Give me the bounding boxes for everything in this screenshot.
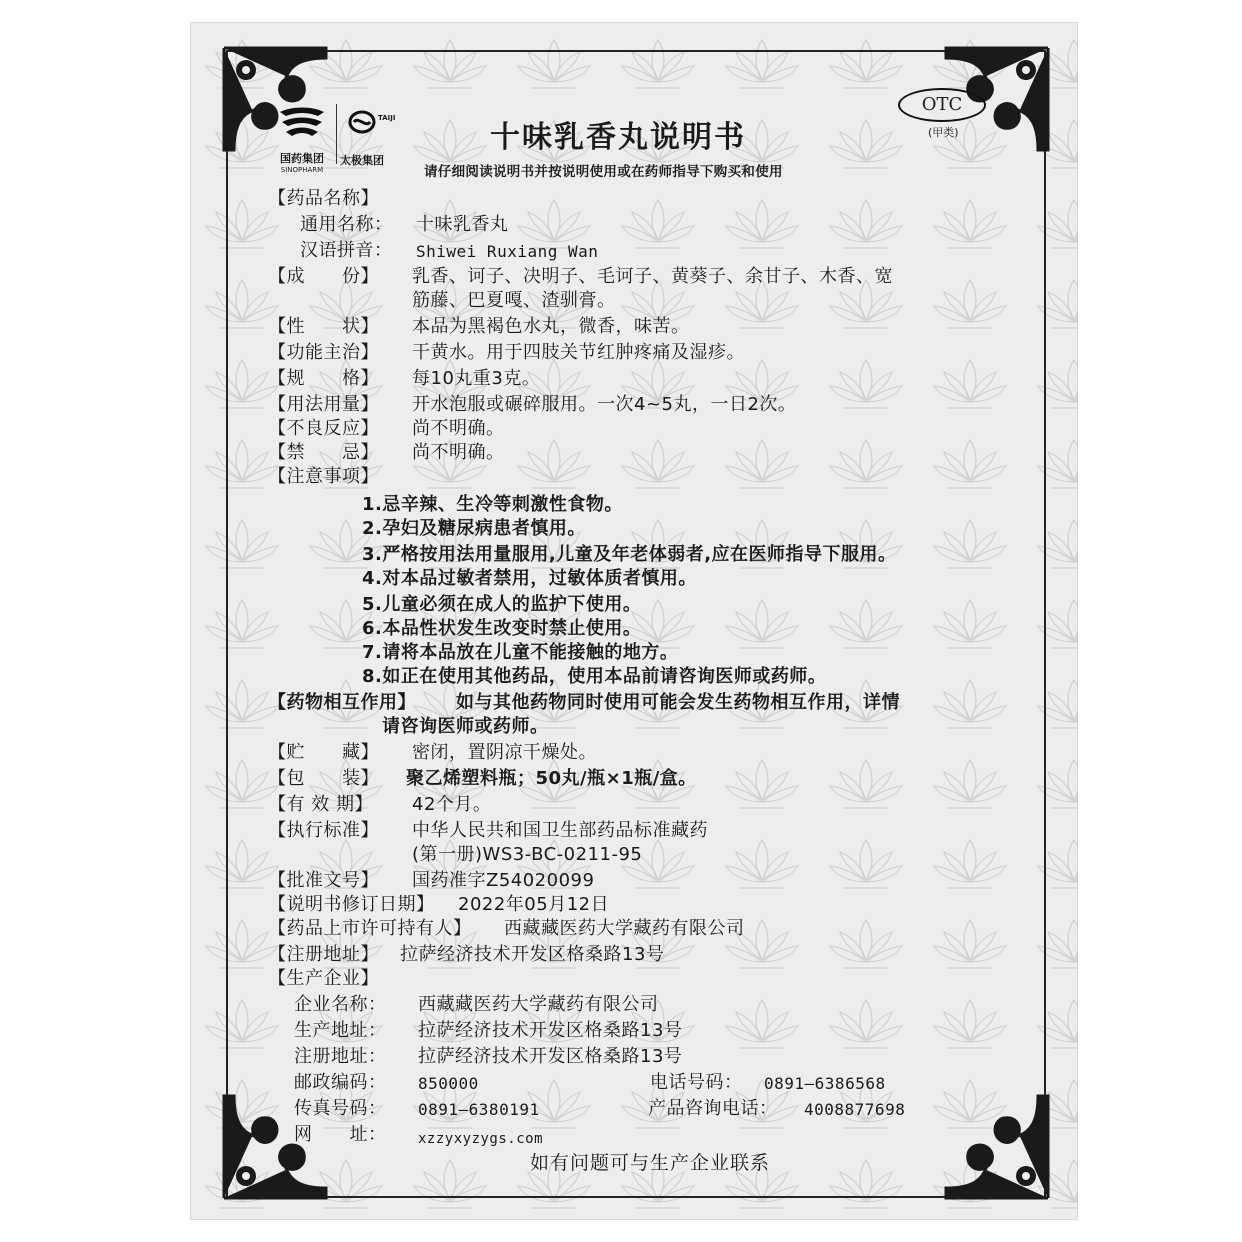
fax-label: 传真号码： xyxy=(294,1098,387,1119)
standard-line-1: 中华人民共和国卫生部药品标准藏药 xyxy=(412,820,708,841)
generic-name-label: 通用名称： xyxy=(300,214,393,235)
sinopharm-logo xyxy=(272,104,332,174)
section-label-mah: 【药品上市许可持有人】 xyxy=(268,918,472,939)
adverse-value: 尚不明确。 xyxy=(412,418,505,439)
manufacturer-registered-address-label: 注册地址： xyxy=(294,1046,387,1067)
usage-value: 开水泡服或碾碎服用。一次4~5丸，一日2次。 xyxy=(412,394,797,415)
precaution-item: 4.对本品过敏者禁用，过敏体质者慎用。 xyxy=(362,568,697,589)
section-label-manufacturer: 【生产企业】 xyxy=(268,968,379,989)
section-label-approval: 【批准文号】 xyxy=(268,870,379,891)
corner-ornament-icon xyxy=(942,1092,1052,1202)
section-label-ingredients: 【成 份】 xyxy=(268,266,379,287)
precaution-item: 8.如正在使用其他药品，使用本品前请咨询医师或药师。 xyxy=(362,666,827,687)
phone-label: 电话号码： xyxy=(650,1072,743,1093)
taiji-logo xyxy=(340,108,396,168)
manufacturer-name-label: 企业名称： xyxy=(294,994,387,1015)
taiji-logo-icon xyxy=(340,108,396,138)
section-label-package: 【包 装】 xyxy=(268,768,379,789)
properties-value: 本品为黑褐色水丸，微香，味苦。 xyxy=(412,316,690,337)
website-value: xzzyxyzygs.com xyxy=(418,1131,544,1147)
registered-address-value: 拉萨经济技术开发区格桑路13号 xyxy=(400,944,665,965)
footer-contact-note: 如有问题可与生产企业联系 xyxy=(530,1152,771,1174)
hotline-value: 4008877698 xyxy=(804,1100,906,1119)
precaution-item: 7.请将本品放在儿童不能接触的地方。 xyxy=(362,642,679,663)
interaction-line-1: 如与其他药物同时使用可能会发生药物相互作用，详情 xyxy=(456,692,900,713)
ingredients-line-1: 乳香、诃子、决明子、毛诃子、黄葵子、余甘子、木香、宽 xyxy=(412,266,893,287)
contraindications-value: 尚不明确。 xyxy=(412,442,505,463)
production-address-label: 生产地址： xyxy=(294,1020,387,1041)
section-label-registered-address: 【注册地址】 xyxy=(268,944,379,965)
section-label-adverse: 【不良反应】 xyxy=(268,418,379,439)
hotline-label: 产品咨询电话： xyxy=(648,1098,778,1119)
generic-name-value: 十味乳香丸 xyxy=(416,214,509,235)
storage-value: 密闭，置阴凉干燥处。 xyxy=(412,742,597,763)
taiji-logo-text: 太极集团 xyxy=(340,154,384,167)
precaution-item: 5.儿童必须在成人的监护下使用。 xyxy=(362,594,642,615)
revision-date-value: 2022年05月12日 xyxy=(458,894,610,915)
section-label-storage: 【贮 藏】 xyxy=(268,742,379,763)
section-label-indications: 【功能主治】 xyxy=(268,342,379,363)
section-label-usage: 【用法用量】 xyxy=(268,394,379,415)
leaflet-title: 十味乳香丸说明书 xyxy=(490,120,746,155)
indications-value: 干黄水。用于四肢关节红肿疼痛及湿疹。 xyxy=(412,342,745,363)
postcode-label: 邮政编码： xyxy=(294,1072,387,1093)
sinopharm-logo-text: 国药集团 xyxy=(280,152,324,165)
section-label-interaction: 【药物相互作用】 xyxy=(268,692,416,713)
section-label-standard: 【执行标准】 xyxy=(268,820,379,841)
website-label: 网 址： xyxy=(294,1124,387,1145)
ingredients-line-2: 筋藤、巴夏嘎、渣驯膏。 xyxy=(412,290,616,311)
section-label-properties: 【性 状】 xyxy=(268,316,379,337)
precaution-item: 3.严格按用法用量服用,儿童及年老体弱者,应在医师指导下服用。 xyxy=(362,544,897,565)
section-label-validity: 【有 效 期】 xyxy=(268,794,373,815)
spec-value: 每10丸重3克。 xyxy=(412,368,541,389)
interaction-line-2: 请咨询医师或药师。 xyxy=(382,716,549,737)
validity-value: 42个月。 xyxy=(412,794,492,815)
precaution-item: 6.本品性状发生改变时禁止使用。 xyxy=(362,618,642,639)
sinopharm-logo-icon xyxy=(272,104,332,144)
otc-class: (甲类) xyxy=(928,126,959,139)
standard-line-2: (第一册)WS3-BC-0211-95 xyxy=(412,844,643,865)
precaution-item: 2.孕妇及糖尿病患者慎用。 xyxy=(362,518,586,539)
sinopharm-logo-en: SINOPHARM xyxy=(280,166,324,174)
production-address-value: 拉萨经济技术开发区格桑路13号 xyxy=(418,1020,683,1041)
manufacturer-name-value: 西藏藏医药大学藏药有限公司 xyxy=(418,994,659,1015)
package-value: 聚乙烯塑料瓶；50丸/瓶×1瓶/盒。 xyxy=(406,768,697,789)
taiji-logo-en: TAIJI xyxy=(378,114,396,122)
fax-value: 0891—6380191 xyxy=(418,1100,540,1119)
precaution-item: 1.忌辛辣、生冷等刺激性食物。 xyxy=(362,494,623,515)
section-label-precautions: 【注意事项】 xyxy=(268,466,379,487)
mah-value: 西藏藏医药大学藏药有限公司 xyxy=(504,918,745,939)
section-label-revision-date: 【说明书修订日期】 xyxy=(268,894,435,915)
logo-divider xyxy=(336,104,337,164)
pinyin-value: Shiwei Ruxiang Wan xyxy=(416,242,599,261)
phone-value: 0891—6386568 xyxy=(764,1074,886,1093)
section-label-drug-name: 【药品名称】 xyxy=(268,188,379,209)
approval-value: 国药准字Z54020099 xyxy=(412,870,595,891)
manufacturer-registered-address-value: 拉萨经济技术开发区格桑路13号 xyxy=(418,1046,683,1067)
section-label-contraindications: 【禁 忌】 xyxy=(268,442,379,463)
pinyin-label: 汉语拼音： xyxy=(300,240,393,261)
otc-badge: OTC xyxy=(898,88,986,122)
postcode-value: 850000 xyxy=(418,1074,479,1093)
usage-notice: 请仔细阅读说明书并按说明使用或在药师指导下购买和使用 xyxy=(424,164,783,180)
section-label-spec: 【规 格】 xyxy=(268,368,379,389)
